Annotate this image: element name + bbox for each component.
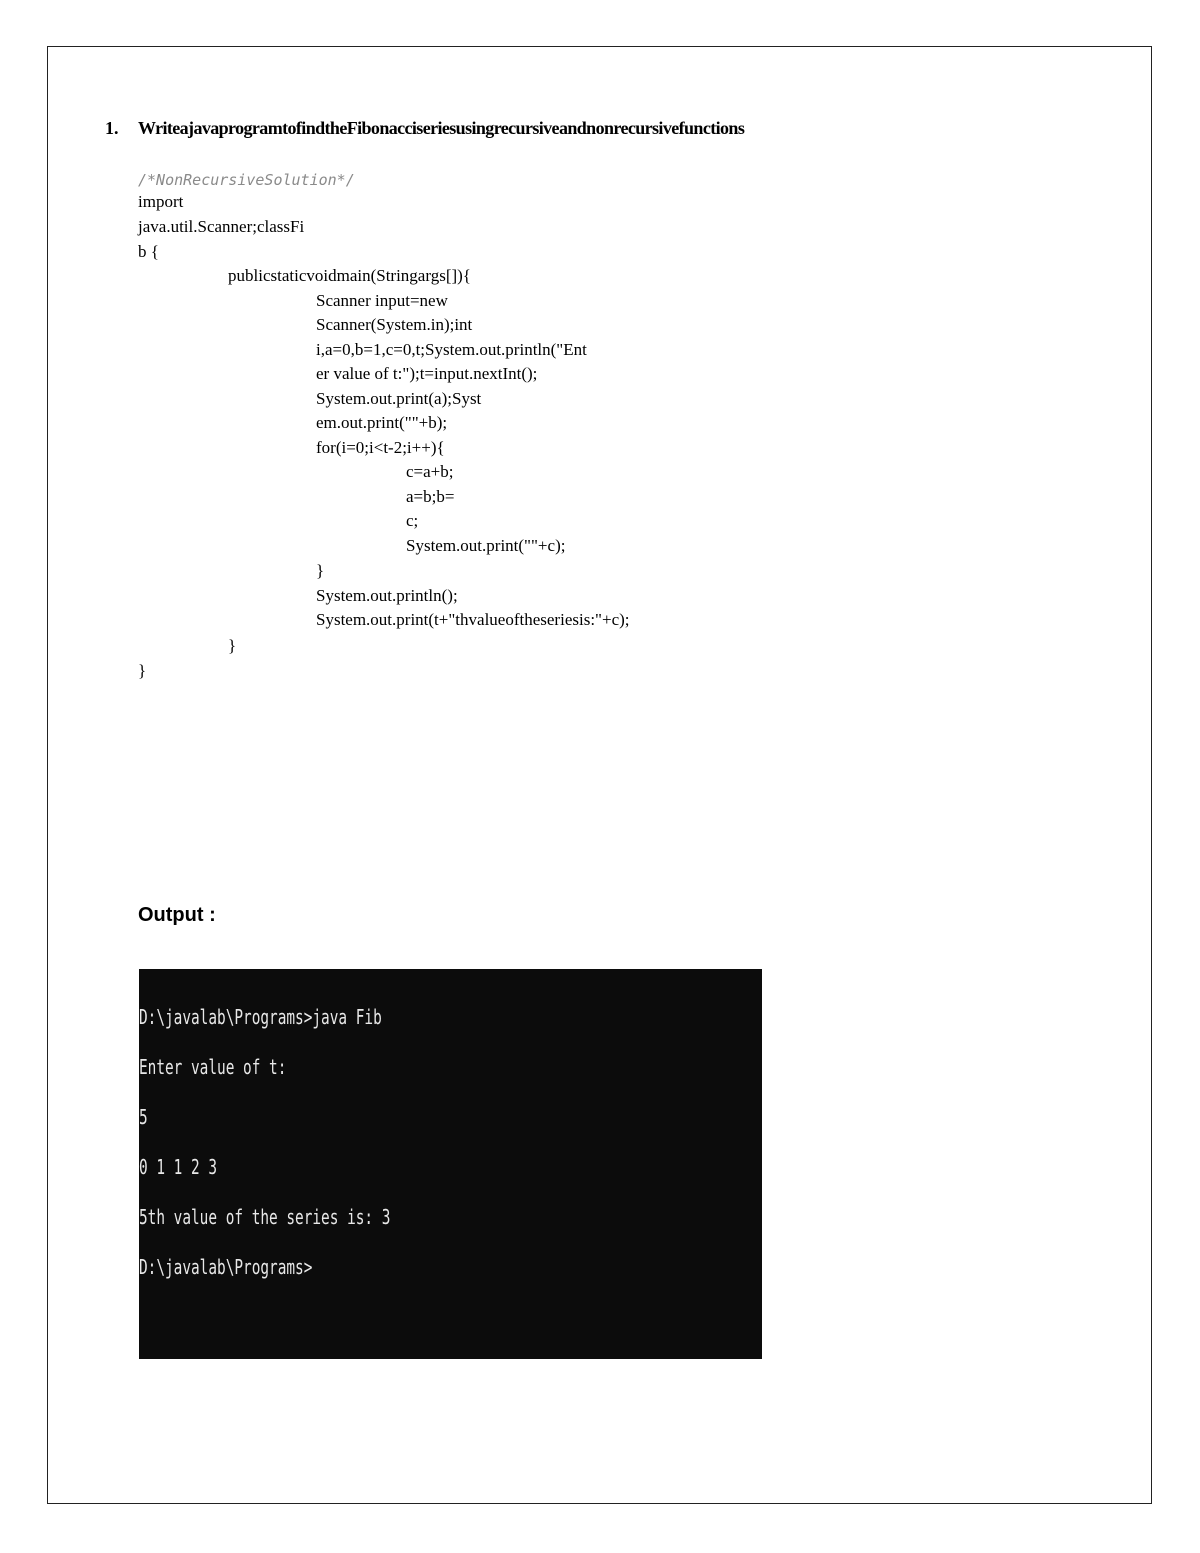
- code-line: import: [138, 192, 184, 211]
- code-line: System.out.println();: [316, 586, 458, 605]
- output-label: Output :: [138, 904, 216, 926]
- code-line: a=b;b=: [406, 487, 455, 506]
- code-line: System.out.print(t+"thvalueoftheseriesis:"+c);: [316, 610, 630, 629]
- code-comment: /*NonRecursiveSolution*/: [138, 171, 355, 189]
- console-line: Enter value of t:: [139, 1055, 287, 1079]
- code-line: Scanner(System.in);int: [316, 315, 473, 334]
- console-line: D:\javalab\Programs>: [139, 1255, 313, 1279]
- code-line: b {: [138, 242, 159, 261]
- code-line: Scanner input=new: [316, 291, 448, 310]
- code-line: }: [316, 561, 325, 580]
- code-line: c=a+b;: [406, 462, 454, 481]
- console-screenshot: [139, 969, 762, 1359]
- console-line: 5th value of the series is: 3: [139, 1205, 391, 1229]
- code-line: for(i=0;i<t-2;i++){: [316, 438, 445, 457]
- code-line: }: [228, 636, 237, 655]
- code-line: er value of t:");t=input.nextInt();: [316, 364, 538, 383]
- code-line: System.out.print(a);Syst: [316, 389, 482, 408]
- code-line: c;: [406, 511, 419, 530]
- code-line: System.out.print(""+c);: [406, 536, 566, 555]
- code-line: publicstaticvoidmain(Stringargs[]){: [228, 266, 471, 285]
- code-line: em.out.print(""+b);: [316, 413, 448, 432]
- code-line: i,a=0,b=1,c=0,t;System.out.println("Ent: [316, 340, 587, 359]
- question-text: WriteajavaprogramtofindtheFibonacciseriesusingrecursiveandnonrecursivefunctions: [138, 118, 745, 138]
- code-line: }: [138, 661, 147, 680]
- console-line: 5: [139, 1105, 148, 1129]
- question-number: 1.: [105, 118, 119, 138]
- console-line: D:\javalab\Programs>java Fib: [139, 1005, 382, 1029]
- console-line: 0 1 1 2 3: [139, 1155, 218, 1179]
- code-line: java.util.Scanner;classFi: [138, 217, 305, 236]
